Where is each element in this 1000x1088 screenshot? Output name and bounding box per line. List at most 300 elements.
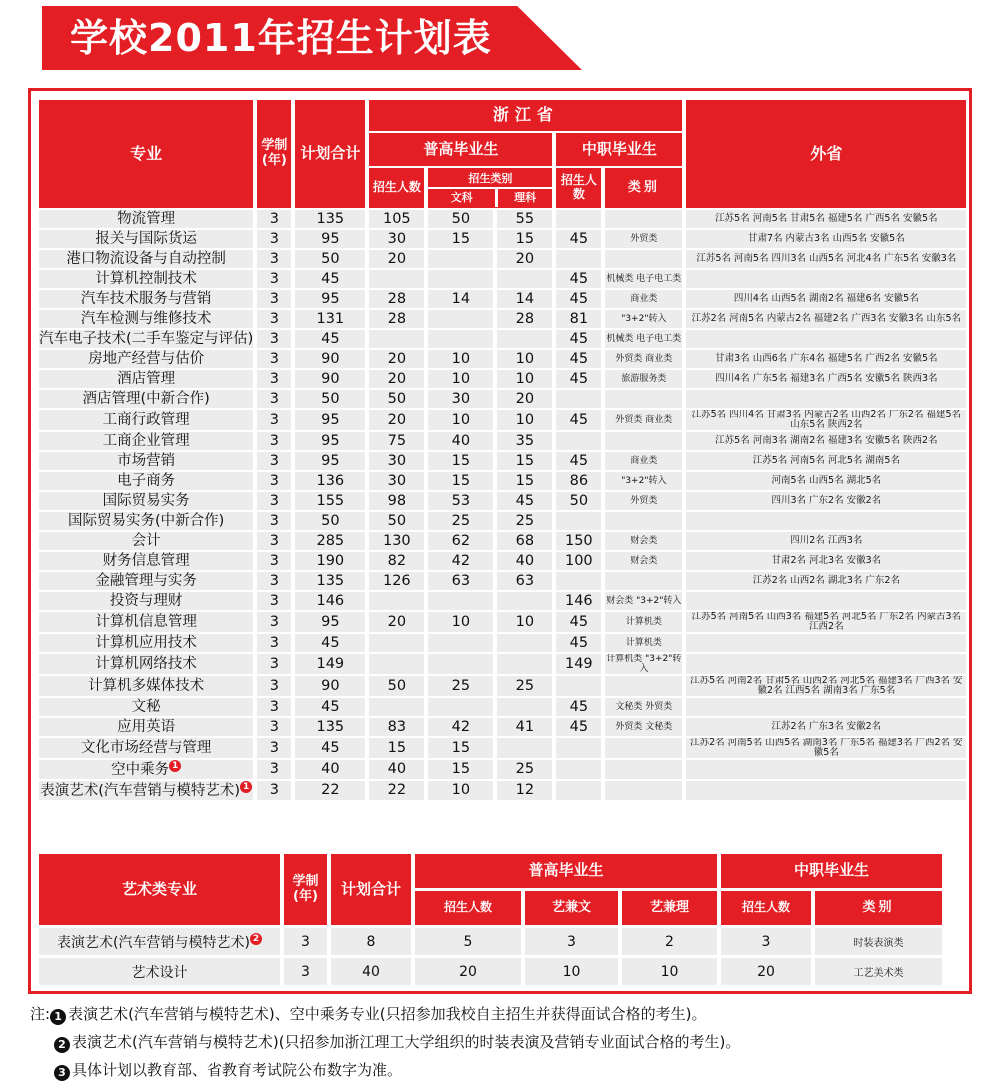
voc-enroll-cell-text: 45 <box>569 271 589 287</box>
category-cell <box>605 512 682 530</box>
plan-total-cell-text: 45 <box>321 271 340 287</box>
major-cell-text: 工商行政管理 <box>102 412 190 428</box>
years-cell <box>257 592 291 610</box>
science-cell-text: 68 <box>515 533 535 549</box>
arts-cell <box>428 738 493 758</box>
other-provinces-cell-text: 江苏2名 河南5名 山西5名 湖南3名 广东5名 福建3名 广西2名 安徽5名 <box>690 738 963 758</box>
category-cell-text: "3+2"转入 <box>621 476 667 486</box>
plan-total-cell <box>295 370 365 388</box>
gh-enroll-cell <box>369 781 424 800</box>
major-cell <box>39 270 253 288</box>
science-cell <box>497 310 552 328</box>
art-category-cell-text: 工艺美术类 <box>853 968 904 979</box>
gh-enroll-cell-text: 82 <box>387 553 407 569</box>
other-provinces-cell <box>686 654 966 674</box>
table-row <box>39 492 966 510</box>
arts-cell <box>428 781 493 800</box>
years-cell <box>257 432 291 450</box>
years-cell-text: 3 <box>269 211 279 227</box>
plan-total-cell <box>295 250 365 268</box>
other-provinces-cell-text: 江苏5名 四川4名 甘肃3名 内蒙古2名 山西2名 广东2名 福建5名 山东5名 陕西2名 <box>691 410 962 430</box>
gh-enroll-cell-text: 126 <box>382 573 411 589</box>
category-cell <box>605 230 682 248</box>
years-cell-text: 3 <box>269 311 279 327</box>
other-provinces-cell-text: 江苏5名 河南5名 四川3名 山西5名 河北4名 广东5名 安徽3名 <box>696 253 957 264</box>
art-header-art-sci: 艺兼理 <box>622 891 717 925</box>
years-cell-text: 3 <box>269 719 279 735</box>
header-plan-total: 计划合计 <box>295 100 365 208</box>
voc-enroll-cell <box>556 738 601 758</box>
years-cell-text: 3 <box>269 331 279 347</box>
gh-enroll-cell-text: 30 <box>387 473 407 489</box>
science-cell <box>497 270 552 288</box>
art-header-years: 学制(年) <box>284 854 327 925</box>
art-header-gh-enroll: 招生人数 <box>415 891 521 925</box>
years-cell-text: 3 <box>269 371 279 387</box>
plan-total-cell <box>295 612 365 632</box>
category-cell-text: "3+2"转入 <box>621 314 667 324</box>
table-row <box>39 432 966 450</box>
science-cell <box>497 390 552 408</box>
years-cell-text: 3 <box>269 573 279 589</box>
gh-enroll-cell <box>369 698 424 716</box>
arts-cell <box>428 350 493 368</box>
gh-enroll-cell <box>369 330 424 348</box>
voc-enroll-cell <box>556 350 601 368</box>
years-cell <box>257 230 291 248</box>
plan-total-cell <box>295 330 365 348</box>
plan-total-cell-text: 40 <box>321 761 340 778</box>
other-provinces-cell-text: 河南5名 山西5名 湖北5名 <box>771 475 882 486</box>
art-table <box>35 851 946 988</box>
gh-enroll-cell-text: 83 <box>387 719 407 735</box>
table-row <box>39 390 966 408</box>
major-cell <box>39 210 253 228</box>
gh-enroll-cell <box>369 492 424 510</box>
science-cell-text: 10 <box>515 371 535 387</box>
voc-enroll-cell <box>556 432 601 450</box>
plan-total-cell <box>295 432 365 450</box>
science-cell-text: 15 <box>515 231 535 247</box>
major-cell-text: 汽车电子技术(二手车鉴定与评估) <box>39 331 254 347</box>
arts-cell <box>428 512 493 530</box>
years-cell <box>257 290 291 308</box>
science-cell <box>497 738 552 758</box>
major-cell <box>39 452 253 470</box>
plan-total-cell-text: 50 <box>321 391 340 407</box>
science-cell-text: 12 <box>515 782 535 799</box>
art-years-cell-text: 3 <box>301 933 310 950</box>
arts-cell-text: 10 <box>451 614 471 630</box>
table-row <box>39 410 966 430</box>
years-cell <box>257 512 291 530</box>
plan-total-cell <box>295 552 365 570</box>
arts-cell-text: 15 <box>451 453 471 469</box>
major-cell <box>39 718 253 736</box>
plan-total-cell-text: 95 <box>321 614 340 630</box>
science-cell <box>497 432 552 450</box>
science-cell <box>497 472 552 490</box>
arts-cell-text: 14 <box>451 291 471 307</box>
voc-enroll-cell-text: 45 <box>569 614 589 630</box>
gh-enroll-cell <box>369 760 424 779</box>
science-cell <box>497 492 552 510</box>
plan-total-cell <box>295 654 365 674</box>
plan-total-cell <box>295 452 365 470</box>
years-cell <box>257 738 291 758</box>
note-text: 具体计划以教育部、省教育考试院公布数字为准。 <box>72 1061 403 1079</box>
art-category-cell <box>815 958 942 985</box>
table-row <box>39 452 966 470</box>
note-number-badge: 1 <box>50 1009 66 1025</box>
arts-cell-text: 63 <box>451 573 471 589</box>
table-row <box>39 572 966 590</box>
table-row <box>39 270 966 288</box>
gh-enroll-cell <box>369 452 424 470</box>
plan-total-cell-text: 95 <box>321 453 340 469</box>
years-cell-text: 3 <box>269 782 279 799</box>
gh-enroll-cell <box>369 390 424 408</box>
science-cell <box>497 532 552 550</box>
table-row <box>39 592 966 610</box>
years-cell-text: 3 <box>269 251 279 267</box>
plan-total-cell-text: 90 <box>321 351 340 367</box>
science-cell-text: 35 <box>515 433 535 449</box>
years-cell-text: 3 <box>269 678 279 694</box>
gh-enroll-cell <box>369 552 424 570</box>
art-arts-cell <box>525 928 618 955</box>
other-provinces-cell-text: 四川3名 广东2名 安徽2名 <box>771 495 882 506</box>
arts-cell <box>428 492 493 510</box>
category-cell-text: 外贸类 文秘类 <box>615 722 673 732</box>
gh-enroll-cell <box>369 592 424 610</box>
other-provinces-cell <box>686 270 966 288</box>
arts-cell <box>428 718 493 736</box>
voc-enroll-cell-text: 149 <box>564 656 593 672</box>
major-cell-text: 财务信息管理 <box>102 553 190 569</box>
years-cell-text: 3 <box>269 351 279 367</box>
arts-cell <box>428 572 493 590</box>
gh-enroll-cell <box>369 512 424 530</box>
category-cell-text: 旅游服务类 <box>621 374 667 384</box>
art-header-art-arts: 艺兼文 <box>525 891 618 925</box>
voc-enroll-cell <box>556 290 601 308</box>
enrollment-table <box>35 98 970 802</box>
major-cell-text: 金融管理与实务 <box>95 573 197 589</box>
plan-total-cell <box>295 676 365 696</box>
years-cell <box>257 634 291 652</box>
science-cell-text: 10 <box>515 614 535 630</box>
category-cell <box>605 250 682 268</box>
arts-cell-text: 10 <box>451 351 471 367</box>
science-cell <box>497 452 552 470</box>
science-cell <box>497 612 552 632</box>
other-provinces-cell <box>686 612 966 632</box>
other-provinces-cell-text: 江苏2名 山西2名 湖北3名 广东2名 <box>752 575 900 586</box>
major-cell <box>39 676 253 696</box>
plan-total-cell-text: 149 <box>316 656 345 672</box>
plan-total-cell <box>295 210 365 228</box>
plan-total-cell-text: 45 <box>321 331 340 347</box>
voc-enroll-cell <box>556 512 601 530</box>
science-cell <box>497 512 552 530</box>
art-years-cell <box>284 958 327 985</box>
other-provinces-cell <box>686 472 966 490</box>
gh-enroll-cell <box>369 572 424 590</box>
voc-enroll-cell-text: 45 <box>569 453 589 469</box>
arts-cell-text: 15 <box>451 231 471 247</box>
major-cell <box>39 532 253 550</box>
years-cell <box>257 698 291 716</box>
other-provinces-cell-text: 江苏5名 河南3名 湖南2名 福建3名 安徽5名 陕西2名 <box>715 435 938 446</box>
gh-enroll-cell-text: 20 <box>387 412 407 428</box>
table-row <box>39 370 966 388</box>
arts-cell <box>428 634 493 652</box>
science-cell-text: 40 <box>515 553 535 569</box>
category-cell <box>605 634 682 652</box>
years-cell-text: 3 <box>269 635 279 651</box>
art-voc-enroll-cell-text: 20 <box>757 963 775 980</box>
category-cell <box>605 654 682 674</box>
voc-enroll-cell-text: 45 <box>569 291 589 307</box>
major-cell-text: 报关与国际货运 <box>95 231 197 247</box>
gh-enroll-cell-text: 75 <box>387 433 407 449</box>
plan-total-cell-text: 135 <box>316 719 345 735</box>
years-cell-text: 3 <box>269 291 279 307</box>
gh-enroll-cell <box>369 250 424 268</box>
voc-enroll-cell-text: 100 <box>564 553 593 569</box>
art-table-row <box>39 928 942 955</box>
major-cell-text: 表演艺术(汽车营销与模特艺术) <box>40 782 241 799</box>
category-cell <box>605 350 682 368</box>
years-cell <box>257 572 291 590</box>
art-plan-total-cell <box>331 928 411 955</box>
major-cell <box>39 760 253 779</box>
major-cell <box>39 612 253 632</box>
voc-enroll-cell <box>556 676 601 696</box>
category-cell <box>605 310 682 328</box>
other-provinces-cell-text: 江苏5名 河南5名 山西3名 福建5名 河北5名 广东2名 内蒙古3名 江西2名 <box>691 612 962 632</box>
header-category: 类别 <box>605 168 682 208</box>
category-cell <box>605 572 682 590</box>
arts-cell-text: 42 <box>451 719 471 735</box>
science-cell <box>497 350 552 368</box>
category-cell <box>605 738 682 758</box>
category-cell-text: 商业类 <box>630 456 658 466</box>
category-cell <box>605 612 682 632</box>
arts-cell <box>428 592 493 610</box>
gh-enroll-cell-text: 98 <box>387 493 407 509</box>
plan-total-cell-text: 131 <box>316 311 345 327</box>
art-header-category: 类别 <box>815 891 942 925</box>
other-provinces-cell <box>686 290 966 308</box>
science-cell <box>497 698 552 716</box>
gh-enroll-cell-text: 50 <box>387 678 407 694</box>
art-science-cell <box>622 958 717 985</box>
years-cell <box>257 250 291 268</box>
major-cell-text: 汽车检测与维修技术 <box>80 311 212 327</box>
arts-cell <box>428 698 493 716</box>
arts-cell-text: 25 <box>451 513 471 529</box>
note-text: 表演艺术(汽车营销与模特艺术)(只招参加浙江理工大学组织的时装表演及营销专业面试合格的考生)。 <box>72 1033 741 1051</box>
arts-cell-text: 62 <box>451 533 471 549</box>
major-cell-text: 国际贸易实务 <box>102 493 190 509</box>
science-cell <box>497 370 552 388</box>
plan-total-cell-text: 45 <box>321 635 340 651</box>
science-cell-text: 14 <box>515 291 535 307</box>
header-enroll-type <box>428 168 552 208</box>
plan-total-cell-text: 90 <box>321 371 340 387</box>
arts-cell-text: 30 <box>451 391 471 407</box>
science-cell <box>497 760 552 779</box>
category-cell-text: 外贸类 <box>630 234 658 244</box>
other-provinces-cell-text: 甘肃7名 内蒙古3名 山西5名 安徽5名 <box>747 233 905 244</box>
note-text: 表演艺术(汽车营销与模特艺术)、空中乘务专业(只招参加我校自主招生并获得面试合格的考生)。 <box>68 1005 707 1023</box>
science-cell-text: 25 <box>515 678 535 694</box>
arts-cell <box>428 210 493 228</box>
plan-total-cell-text: 95 <box>321 412 340 428</box>
major-cell-text: 国际贸易实务(中新合作) <box>68 513 225 529</box>
note-1 <box>30 1000 740 1028</box>
art-arts-cell <box>525 958 618 985</box>
header-other-provinces: 外省 <box>686 100 966 208</box>
other-provinces-cell <box>686 452 966 470</box>
major-cell-text: 投资与理财 <box>109 593 183 609</box>
other-provinces-cell <box>686 592 966 610</box>
plan-total-cell-text: 50 <box>321 251 340 267</box>
category-cell-text: 财会类 <box>630 556 658 566</box>
major-cell <box>39 250 253 268</box>
years-cell-text: 3 <box>269 553 279 569</box>
art-gh-enroll-cell <box>415 958 521 985</box>
major-cell-text: 文秘 <box>131 699 161 715</box>
major-cell <box>39 290 253 308</box>
art-science-cell-text: 10 <box>660 963 679 980</box>
table-row <box>39 290 966 308</box>
years-cell-text: 3 <box>269 740 279 756</box>
other-provinces-cell <box>686 330 966 348</box>
years-cell <box>257 781 291 800</box>
science-cell <box>497 572 552 590</box>
note-badge: 1 <box>240 781 252 793</box>
arts-cell-text: 10 <box>451 782 471 799</box>
voc-enroll-cell-text: 86 <box>569 473 589 489</box>
note-number-badge: 3 <box>54 1065 70 1081</box>
plan-total-cell <box>295 718 365 736</box>
category-cell <box>605 390 682 408</box>
other-provinces-cell <box>686 390 966 408</box>
art-header-general-hs: 普高毕业生 <box>415 854 717 888</box>
plan-total-cell-text: 50 <box>321 513 340 529</box>
arts-cell-text: 50 <box>451 211 471 227</box>
category-cell-text: 财会类 "3+2"转入 <box>606 596 682 606</box>
arts-cell <box>428 676 493 696</box>
plan-total-cell-text: 135 <box>316 573 345 589</box>
voc-enroll-cell <box>556 310 601 328</box>
years-cell-text: 3 <box>269 493 279 509</box>
major-cell <box>39 781 253 800</box>
science-cell-text: 20 <box>515 251 535 267</box>
plan-total-cell-text: 190 <box>316 553 345 569</box>
gh-enroll-cell-text: 22 <box>387 782 407 799</box>
voc-enroll-cell-text: 45 <box>569 331 589 347</box>
major-cell <box>39 552 253 570</box>
science-cell-text: 55 <box>515 211 535 227</box>
category-cell-text: 财会类 <box>630 536 658 546</box>
science-cell-text: 45 <box>515 493 535 509</box>
voc-enroll-cell-text: 146 <box>564 593 593 609</box>
plan-total-cell-text: 22 <box>321 782 340 799</box>
major-cell-text: 空中乘务 <box>111 761 170 778</box>
voc-enroll-cell-text: 150 <box>564 533 593 549</box>
arts-cell <box>428 452 493 470</box>
major-cell <box>39 350 253 368</box>
plan-total-cell-text: 146 <box>316 593 345 609</box>
years-cell-text: 3 <box>269 412 279 428</box>
category-cell <box>605 760 682 779</box>
other-provinces-cell-text: 江苏5名 河南2名 甘肃5名 山西2名 河北5名 福建3名 广西3名 安徽2名 江西5名 湖南3名 广东5名 <box>690 676 963 696</box>
category-cell-text: 机械类 电子电工类 <box>606 334 682 344</box>
major-cell <box>39 512 253 530</box>
voc-enroll-cell <box>556 532 601 550</box>
other-provinces-cell <box>686 250 966 268</box>
years-cell <box>257 410 291 430</box>
voc-enroll-cell <box>556 760 601 779</box>
science-cell <box>497 676 552 696</box>
note-badge: 1 <box>169 760 181 772</box>
other-provinces-cell <box>686 676 966 696</box>
gh-enroll-cell <box>369 718 424 736</box>
table-row <box>39 718 966 736</box>
category-cell-text: 商业类 <box>630 294 658 304</box>
other-provinces-cell <box>686 718 966 736</box>
category-cell-text: 外贸类 商业类 <box>615 354 673 364</box>
science-cell-text: 63 <box>515 573 535 589</box>
major-cell-text: 应用英语 <box>117 719 176 735</box>
category-cell-text: 文秘类 外贸类 <box>615 702 673 712</box>
voc-enroll-cell <box>556 781 601 800</box>
plan-total-cell <box>295 738 365 758</box>
science-cell-text: 41 <box>515 719 535 735</box>
category-cell-text: 计算机类 <box>625 638 662 648</box>
table-row <box>39 230 966 248</box>
years-cell <box>257 210 291 228</box>
category-cell <box>605 676 682 696</box>
arts-cell-text: 15 <box>451 473 471 489</box>
arts-cell <box>428 250 493 268</box>
plan-total-cell <box>295 760 365 779</box>
table-row <box>39 330 966 348</box>
arts-cell <box>428 290 493 308</box>
major-cell-text: 物流管理 <box>117 211 176 227</box>
years-cell <box>257 472 291 490</box>
table-row <box>39 310 966 328</box>
other-provinces-cell-text: 四川4名 山西5名 湖南2名 福建6名 安徽5名 <box>733 293 919 304</box>
major-cell <box>39 230 253 248</box>
table-row <box>39 250 966 268</box>
art-arts-cell-text: 3 <box>567 933 576 950</box>
arts-cell-text: 40 <box>451 433 471 449</box>
table-row <box>39 210 966 228</box>
plan-total-cell-text: 95 <box>321 291 340 307</box>
years-cell <box>257 310 291 328</box>
category-cell <box>605 492 682 510</box>
header-arts: 文科 <box>428 189 498 207</box>
science-cell-text: 20 <box>515 391 535 407</box>
years-cell <box>257 654 291 674</box>
gh-enroll-cell-text: 28 <box>387 291 407 307</box>
art-major-cell <box>39 928 280 955</box>
